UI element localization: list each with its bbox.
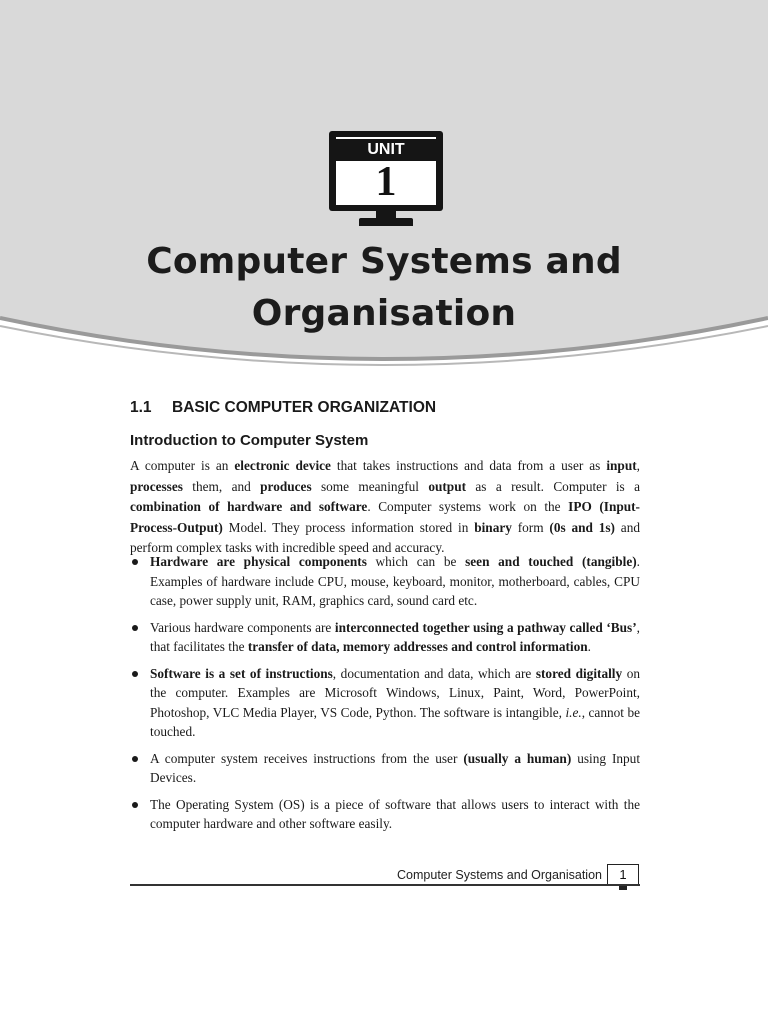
bullet-emphasis: Hardware are physical components [150, 554, 367, 569]
bullet-text: , that facilitates the [150, 619, 640, 654]
footer-rule [130, 884, 640, 886]
bullet-item-bus [130, 618, 640, 657]
intro-text: them, and [182, 478, 261, 494]
running-footer-title: Computer Systems and Organisation [397, 868, 602, 882]
bullet-emphasis: transfer of data, memory addresses and control information [247, 639, 588, 654]
bullet-list [130, 552, 640, 841]
intro-emphasis: electronic device [234, 458, 331, 473]
intro-emphasis: output [428, 478, 467, 494]
section-title: BASIC COMPUTER ORGANIZATION [172, 399, 437, 416]
bullet-text: Various hardware components are [150, 619, 335, 635]
intro-emphasis: binary [474, 519, 512, 535]
intro-text: , [636, 458, 640, 473]
chapter-title [100, 236, 668, 340]
intro-text: that takes instructions and data from a user as [330, 458, 607, 473]
bullet-emphasis: (usually a human) [463, 750, 572, 766]
bullet-text: on the computer. Examples are Microsoft Windows, Linux, Paint, Word, PowerPoint, Photoshop, VLC Media Player, VS Code, Python. The software is intangible, [150, 665, 640, 720]
section-heading [130, 399, 436, 417]
intro-text: some meaningful [311, 478, 429, 494]
intro-emphasis: input [606, 458, 637, 473]
monitor-screen-inner [336, 137, 436, 205]
chapter-title-line1: Computer Systems and [146, 241, 622, 282]
bullet-emphasis: seen and touched (tangible) [465, 554, 637, 569]
monitor-screen [329, 131, 443, 211]
unit-monitor-icon [329, 131, 443, 227]
bullet-text: which can be [366, 554, 466, 569]
bullet-text: . Examples of hardware include CPU, mouse, keyboard, monitor, motherboard, cables, CPU case, power supply unit, RAM, graphics card, sound card etc. [150, 554, 640, 608]
intro-text: and perform complex tasks with incredible speed and accuracy. [130, 519, 641, 555]
unit-number: 1 [375, 159, 397, 205]
bullet-text: , cannot be touched. [150, 704, 640, 739]
intro-text: . Computer systems work on the [367, 499, 569, 514]
intro-text: Model. They process information stored in [222, 519, 475, 535]
bullet-dot-icon [132, 559, 138, 565]
bullet-item-software [130, 664, 640, 742]
section-number: 1.1 [130, 399, 152, 416]
page-number-box [607, 864, 639, 884]
unit-label: UNIT [336, 139, 436, 163]
bullet-dot-icon [132, 625, 138, 631]
intro-text: as a result. Computer is a [466, 478, 640, 494]
subheading: Introduction to Computer System [130, 432, 369, 449]
bullet-text: using Input Devices. [150, 750, 641, 785]
bullet-item-hardware [130, 552, 640, 611]
bullet-dot-icon [132, 756, 138, 762]
intro-text: A computer is an [130, 458, 235, 473]
chapter-title-line2: Organisation [251, 293, 517, 334]
intro-emphasis: IPO [568, 499, 592, 514]
intro-text: form [511, 519, 550, 535]
intro-paragraph [130, 456, 640, 559]
bullet-text: A computer system receives instructions from the user [150, 750, 464, 766]
bullet-emphasis: stored digitally [535, 665, 623, 681]
monitor-base [359, 218, 413, 226]
bullet-dot-icon [132, 802, 138, 808]
bullet-item-input [130, 749, 640, 788]
bullet-text: The Operating System (OS) is a piece of software that allows users to interact with the computer hardware and other software easily. [150, 796, 640, 831]
intro-emphasis: (0s and 1s) [549, 519, 615, 535]
intro-emphasis: (Input-Process-Output) [130, 499, 640, 535]
bullet-italic: i.e. [565, 704, 582, 720]
bullet-emphasis: Software is a set of instructions [150, 665, 333, 681]
bullet-dot-icon [132, 671, 138, 677]
intro-emphasis: processes [130, 478, 183, 494]
bullet-text: . [587, 639, 591, 654]
bullet-emphasis: interconnected together using a pathway called ‘Bus’ [334, 619, 637, 635]
intro-emphasis: produces [260, 478, 312, 494]
bullet-text: , documentation and data, which are [332, 665, 536, 681]
bullet-item-os [130, 795, 640, 834]
intro-emphasis: combination of hardware and software [130, 499, 368, 514]
page-number: 1 [619, 867, 627, 882]
